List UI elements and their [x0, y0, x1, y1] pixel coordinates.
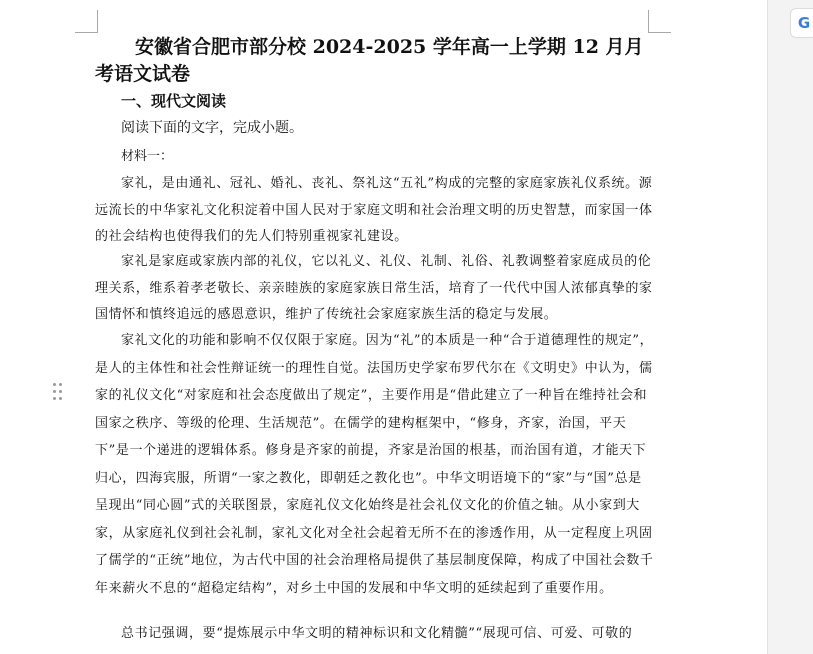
document-title: 安徽省合肥市部分校 2024-2025 学年高一上学期 12 月月考语文试卷 [95, 36, 644, 85]
paragraph: 家礼是家庭或家族内部的礼仪，它以礼义、礼仪、礼制、礼俗、礼教调整着家庭成员的伦理关系，维系着孝老敬长、亲亲睦族的家庭家族日常生活，培育了一代代中国人浓郁真挚的家国情怀和慎终追远的感恩意识，维护了传统社会家庭家族生活的稳定与发展。 [95, 254, 653, 322]
section-heading: 一、现代文阅读 [121, 92, 227, 110]
material-label: 材料一： [121, 149, 174, 164]
reading-instruction: 阅读下面的文字，完成小题。 [121, 120, 303, 136]
drag-handle-icon[interactable] [53, 383, 63, 401]
paragraph: 家礼文化的功能和影响不仅仅限于家庭。因为“礼”的本质是一种“合于道德理性的规定”，是人的主体性和社会性辩证统一的理性自觉。法国历史学家布罗代尔在《文明史》中认为，儒家的礼仪文化“对家庭和社会态度做出了规定”，主要作用是“借此建立了一种旨在维持社会和国家之秩序、等级的伦理、生活规范”。在儒学的建构框架中，“修身，齐家，治国，平天下”是一个递进的逻辑体系。修身是齐家的前提，齐家是治国的根基，而治国有道，才能天下归心，四海宾服，所谓“一家之教化，即朝廷之教化也”。中华文明语境下的“家”与“国”总是呈现出“同心圆”式的关联图景，家庭礼仪文化始终是社会礼仪文化的价值之轴。从小家到大家，从家庭礼仪到社会礼制，家礼文化对全社会起着无所不在的渗透作用，从一定程度上巩固了儒学的“正统”地位，为古代中国的社会治理格局提供了基层制度保障，构成了中国社会数千年来薪火不息的“超稳定结构”，对乡土中国的发展和中华文明的延续起到了重要作用。 [95, 333, 654, 596]
paragraph: 家礼，是由通礼、冠礼、婚礼、丧礼、祭礼这“五礼”构成的完整的家庭家族礼仪系统。源远流长的中华家礼文化积淀着中国人民对于家庭文明和社会治理文明的历史智慧，而家国一体的社会结构也使得我们的先人们特别重视家礼建设。 [95, 176, 653, 244]
paragraph-block [95, 171, 655, 251]
page-corner-mark-top-right [648, 10, 671, 33]
paragraph-block [95, 327, 655, 602]
paragraph-block [95, 249, 655, 329]
paragraph-block [95, 621, 655, 648]
g-logo-icon[interactable]: G [790, 8, 813, 38]
right-side-panel [767, 0, 813, 654]
page-corner-mark-top-left [75, 10, 98, 33]
paragraph: 总书记强调，要“提炼展示中华文明的精神标识和文化精髓”“展现可信、可爱、可敬的 [121, 626, 633, 641]
